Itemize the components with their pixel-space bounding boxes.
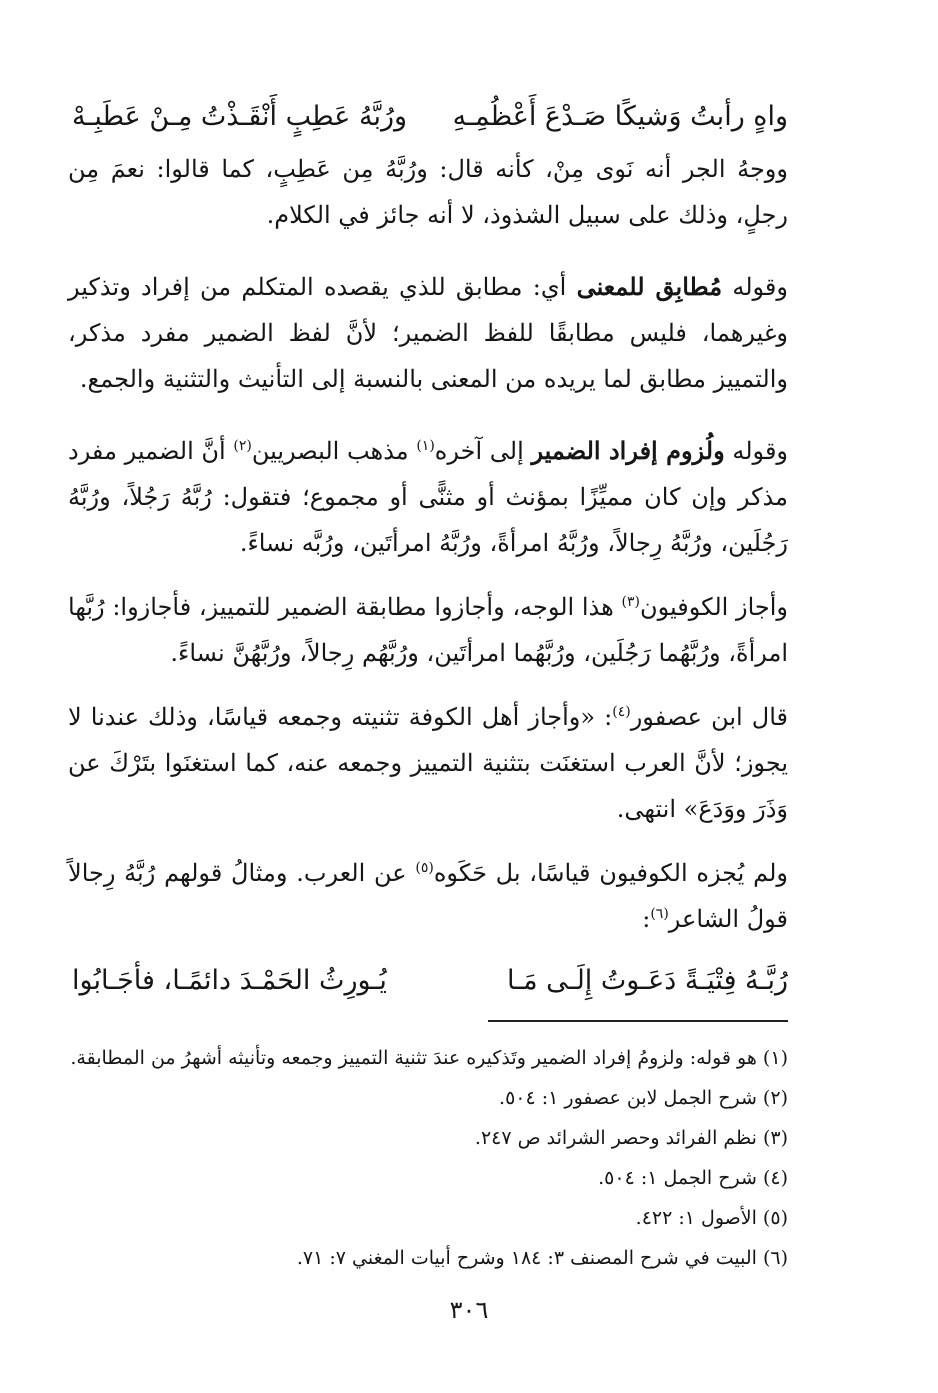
verse-line-1 [72,92,788,142]
footnote-ref-5[interactable]: (٥) [415,860,434,876]
p2-body: أي: مطابق للذي يقصده المتكلم من إفراد وتذكير وغيرهما، فليس مطابقًا للفظ الضمير؛ لأنَّ لفظ الضمير مفرد مذكر، والتمييز مطابق لما يريده من المعنى بالنسبة إلى التأنيث والتثنية والجمع. [68,273,788,393]
page-number: ٣٠٦ [449,1296,489,1324]
paragraph-6 [68,850,788,942]
p3-bold-term: ولُزوم إفراد الضمير [531,436,725,465]
p6-text-2: عن العرب. ومثالُ قولهم رُبَّهُ رِجالاً قولُ الشاعر [68,859,788,933]
p4-text-1: وأجاز الكوفيون [639,593,788,621]
footnote-ref-6[interactable]: (٦) [650,906,669,922]
verse-1-second-hemistich: ورُبَّهُ عَطِبٍ أَنْقَـذْتُ مِـنْ عَطَبِـهْ [72,101,408,132]
p3-text-1: إلى آخره [434,437,524,465]
footnote-3: (٣) نظم الفرائد وحصر الشرائد ص ٢٤٧. [474,1127,788,1149]
verse-line-2 [72,956,788,1006]
paragraph-1: ووجهُ الجر أنه نَوى مِنْ، كأنه قال: ورُبَّهُ مِن عَطِبٍ، كما قالوا: نعمَ مِن رجلٍ، وذلك على سبيل الشذوذ، لا أنه جائز في الكلام. [68,155,788,229]
paragraph-5 [68,694,788,832]
p6-text-1: ولم يُجزه الكوفيون قياسًا، بل حَكَوه [433,859,788,887]
verse-1-first-hemistich: واهٍ رأبتُ وَشيكًا صَـدْعَ أَعْظُمِـهِ [452,101,788,132]
footnote-separator [488,1020,788,1022]
footnote-ref-2[interactable]: (٢) [233,438,252,454]
p5-text-2: : «وأجاز أهل الكوفة تثنيته وجمعه قياسًا، وذلك عندنا لا يجوز؛ لأنَّ العرب استغنَت بتثنية التمييز وجمعه عنه، كما استغنَوا بتَرْكَ عن وَذَرَ ووَدَعَ» انتهى. [68,703,788,823]
p3-text-2: مذهب البصريين [251,437,409,465]
p2-bold-term: مُطابِق للمعنى [576,272,723,301]
footnote-ref-1[interactable]: (١) [416,438,435,454]
p5-text-1: قال ابن عصفور [630,703,788,731]
p3-text-3: أنَّ الضمير مفرد مذكر وإن كان مميِّزًا بمؤنث أو مثنًّى أو مجموع؛ فتقول: رُبَّهُ رَجُلاً، ورُبَّهُ رَجُلَين، ورُبَّهُ رِجالاً، ورُبَّهُ امرأةً، ورُبَّهُ امرأتَين، ورُبَّه نساءً. [68,437,788,557]
p3-lead: وقوله [732,437,789,465]
paragraph-2 [68,264,788,402]
footnote-4: (٤) شرح الجمل ١: ٥٠٤. [598,1167,788,1189]
paragraph-3 [68,428,788,566]
footnote-2: (٢) شرح الجمل لابن عصفور ١: ٥٠٤. [499,1087,788,1109]
p6-text-3: : [642,905,651,933]
verse-2-second-hemistich: يُـورِثُ الحَمْـدَ دائمًـا، فأجَـابُوا [72,965,387,996]
p2-lead: وقوله [732,273,788,301]
footnote-1: (١) هو قوله: ولزومُ إفراد الضمير وتَذكيره عندَ تثنية التمييز وجمعه وتأنيثه أشهرُ من المطابقة. [70,1047,788,1069]
footnote-6: (٦) البيت في شرح المصنف ٣: ١٨٤ وشرح أبيات المغني ٧: ٧١. [296,1247,788,1269]
footnote-ref-4[interactable]: (٤) [612,704,631,720]
paragraph-4 [68,584,788,676]
verse-2-first-hemistich: رُبَّـهُ فِتْيَـةً دَعَـوتُ إِلَـى مَـا [506,965,788,996]
p4-text-2: هذا الوجه، وأجازوا مطابقة الضمير للتمييز، فأجازوا: رُبَّها امرأةً، ورُبَّهُما رَجُلَين، ورُبَّهُما امرأتَين، ورُبَّهُم رِجالاً، ورُبَّهُنَّ نساءً. [68,593,788,667]
footnote-5: (٥) الأصول ١: ٤٢٢. [635,1207,788,1229]
footnote-ref-3[interactable]: (٣) [621,594,640,610]
